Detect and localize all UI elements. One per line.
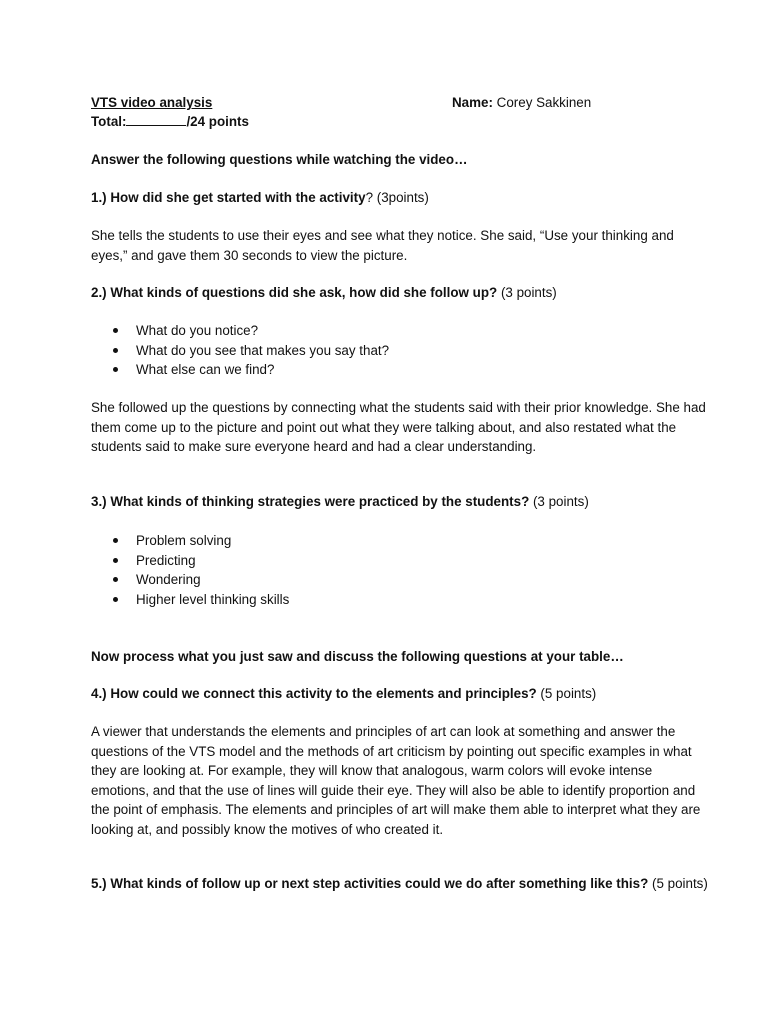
question-3 [91,492,589,512]
question-5 [91,874,711,894]
document-title: VTS video analysis [91,95,213,110]
question-1-points: ? (3points) [365,190,429,205]
intro-instruction: Answer the following questions while watching the video… [91,152,468,167]
question-4 [91,684,596,704]
question-1-text: 1.) How did she get started with the activity [91,190,366,205]
bullet-icon [113,558,118,563]
bullet-icon [113,538,118,543]
question-4-text: 4.) How could we connect this activity to the elements and principles? [91,686,537,701]
total-suffix: /24 points [186,114,249,129]
question-2-text: 2.) What kinds of questions did she ask, how did she follow up? [91,285,498,300]
question-2-points: (3 points) [497,285,557,300]
total-label: Total: [91,114,127,129]
question-4-points: (5 points) [536,686,597,701]
name-label: Name: [452,95,493,110]
name-value: Corey Sakkinen [496,95,592,110]
list-item: Problem solving [110,531,289,551]
question-1 [91,188,429,208]
bullet-icon [113,328,118,333]
bullet-icon [113,577,118,582]
list-item: Wondering [110,570,289,590]
section-2-instruction: Now process what you just saw and discuss the following questions at your table… [91,649,624,664]
list-item: What else can we find? [110,360,389,380]
question-3-text: 3.) What kinds of thinking strategies were practiced by the students? [91,494,530,509]
bullet-icon [113,597,118,602]
total-blank [126,113,186,126]
name-field [452,93,591,113]
list-item: Predicting [110,551,289,571]
question-3-bullet-list [110,531,289,609]
answer-2: She followed up the questions by connecting what the students said with their prior knowledge. She had them come up to the picture and point out what they were talking about, and also restated what the students said to make sure everyone heard and had a clear understanding. [91,400,706,454]
question-3-points: (3 points) [529,494,589,509]
answer-1: She tells the students to use their eyes and see what they notice. She said, “Use your thinking and eyes,” and gave them 30 seconds to view the picture. [91,228,674,263]
question-5-points: (5 points) [648,876,708,891]
list-item: What do you notice? [110,321,389,341]
list-item: What do you see that makes you say that? [110,341,389,361]
question-2 [91,283,557,303]
answer-4: A viewer that understands the elements and principles of art can look at something and answer the questions of the VTS model and the methods of art criticism by pointing out specific examples in what they are looking at. For example, they will know that analogous, warm colors will evoke intense emotions, and that the use of lines will guide their eye. They will also be able to identify proportion and the point of emphasis. The elements and principles of art will make them able to interpret what they are looking at, and possibly know the motives of who created it. [91,724,701,837]
bullet-icon [113,348,118,353]
list-item: Higher level thinking skills [110,590,289,610]
question-5-text: 5.) What kinds of follow up or next step activities could we do after something like this? [91,876,649,891]
question-2-bullet-list [110,321,389,380]
total-field [91,112,249,132]
bullet-icon [113,367,118,372]
